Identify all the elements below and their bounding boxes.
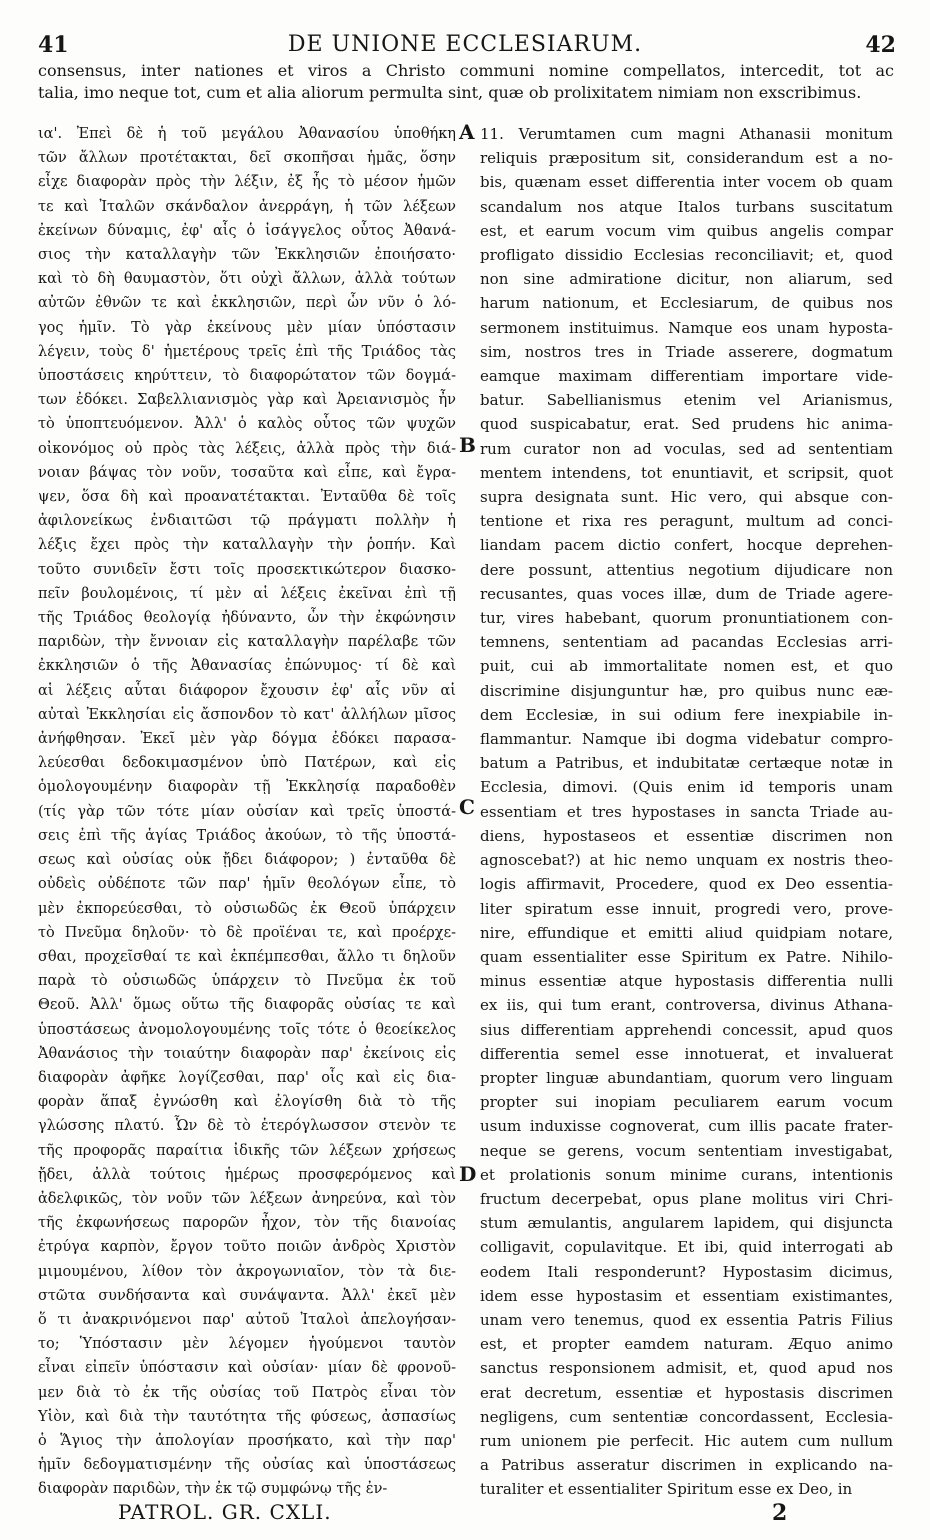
greek-text-line: ἡμῖν δεδογματισμένην τῆς οὐσίας καὶ ὑποστάσεως (38, 1457, 456, 1474)
greek-text-line: ἐτρύγα καρπὸν, ἔργον τοῦτο ποιῶν ἀνδρὸς Χριστὸν (38, 1239, 456, 1256)
latin-text-line: puit, cui ab immortalitate nomen est, et quo (480, 657, 893, 676)
greek-text-line: τε καὶ Ἰταλῶν σκάνδαλον ἀνερράγη, ἡ τῶν λέξεων (38, 198, 456, 215)
greek-text-line: Υἱὸν, καὶ διὰ τὴν ταυτότητα τῆς φύσεως, ἀσπασίως (38, 1408, 456, 1425)
greek-text-line: εἶναι εἰπεῖν ὑπόστασιν καὶ οὐσίαν· μίαν δὲ φρονοῦ- (38, 1360, 456, 1377)
latin-text-line: tur, vires habebant, quorum pronuntiationem con- (480, 609, 893, 628)
greek-text-line: αὐτῶν ἐθνῶν τε καὶ ἐκκλησιῶν, περὶ ὧν νῦν ὁ λό- (38, 295, 456, 312)
latin-text-line: harum nationum, et Ecclesiarum, de quibus nos (480, 294, 893, 313)
greek-text-line: τοῦτο συνιδεῖν ἔστι τοῖς προσεκτικώτερον διασκο- (38, 561, 456, 578)
right-page-number: 42 (865, 32, 896, 58)
latin-text-line: propter linguæ abundantiam, quorum vero linguam (480, 1068, 893, 1087)
latin-text-line: supra designata sunt. Hic vero, qui absque con- (480, 488, 893, 507)
greek-text-line: λεύεσθαι δεδοκιμασμένον ὑπὸ Πατέρων, καὶ εἰς (38, 755, 456, 772)
intro-paragraph (38, 60, 894, 103)
latin-text-line: quod suspicabatur, erat. Sed prudens hic anima- (480, 415, 893, 434)
greek-text-line: τὸ ὑποπτευόμενον. Ἀλλ' ὁ καλὸς οὗτος τῶν ψυχῶν (38, 416, 456, 433)
latin-text-line: rum curator non ad voculas, sed ad sententiam (480, 439, 893, 458)
latin-text-line: diens, hypostaseos et essentiæ discrimen non (480, 826, 893, 845)
greek-text-line: παρὰ τὸ οὐσιωδῶς ὑπάρχειν τὸ Πνεῦμα ἐκ τοῦ (38, 973, 456, 990)
latin-text-line: sius differentiam apprehendi concessit, apud quos (480, 1020, 893, 1039)
greek-text-line: καὶ τὸ δὴ θαυμαστὸν, ὅτι οὐχὶ ἄλλων, ἀλλὰ τούτων (38, 271, 456, 288)
latin-text-line: batum a Patribus, et indubitatæ certæque notæ in (480, 754, 893, 773)
greek-text-line: (τίς γὰρ τῶν τότε μίαν οὐσίαν καὶ τρεῖς ὑποστά- (38, 803, 456, 820)
latin-text-line: reliquis præpositum sit, considerandum est a no- (480, 149, 893, 168)
latin-text-line: idem esse hypostasim et essentiam existimantes, (480, 1286, 893, 1305)
latin-text-line: dem Ecclesiæ, in sui odium fere inexpiabile in- (480, 705, 893, 724)
greek-text-line: μὲν ἐκπορεύεσθαι, τὸ οὐσιωδῶς ἐκ Θεοῦ ὑπάρχειν (38, 900, 456, 917)
greek-text-line: διαφορὰν παριδὼν, τὴν ἐκ τῷ συμφώνῳ τῆς ἐν- (38, 1481, 388, 1498)
greek-text-line: τῆς ἐκφωνήσεως παρορῶν ἦχον, τὸν τῆς διανοίας (38, 1215, 456, 1232)
greek-text-line: λέξις ἔχει πρὸς τὴν καταλλαγὴν τὴν ῥοπήν. Καὶ (38, 537, 456, 554)
latin-text-line: usum induxisse cognoverat, cum illis pacate frater- (480, 1117, 893, 1136)
latin-text-line: sanctus responsionem admisit, et, quod apud nos (480, 1359, 893, 1378)
left-page-number: 41 (38, 32, 69, 58)
latin-text-line: batur. Sabellianismus etenim vel Arianismus, (480, 391, 893, 410)
latin-text-line: non sine admiratione dicitur, non aliarum, sed (480, 270, 893, 289)
latin-text-line: liandam pacem dictio confert, hocque deprehen- (480, 536, 893, 555)
greek-text-line: Ἀθανάσιος τὴν τοιαύτην διαφορὰν παρ' ἐκείνοις εἰς (38, 1045, 456, 1062)
greek-text-line: ια'. Ἐπεὶ δὲ ἡ τοῦ μεγάλου Ἀθανασίου ὑποθήκη (38, 126, 456, 142)
margin-marker-c: C (459, 795, 475, 819)
latin-text-line: profligato dissidio Ecclesias reconciliavit; et, quod (480, 246, 893, 265)
greek-text-line: ὁμολογουμένην διαφορὰν τῇ Ἐκκλησίᾳ παραδοθὲν (38, 779, 456, 796)
latin-text-line: discrimine disjunguntur hæ, pro quibus nunc eæ- (480, 681, 893, 700)
greek-text-line: στῶτα συνδήσαντα καὶ συνάψαντα. Ἀλλ' ἐκεῖ μὲν (38, 1287, 456, 1304)
greek-text-line: γος ἡμῖν. Τὸ γὰρ ἐκείνους μὲν μίαν ὑπόστασιν (38, 319, 456, 336)
latin-text-line: quam essentialiter esse Spiritum ex Patre. Nihilo- (480, 947, 893, 966)
latin-text-line: stum æmulantis, angularem lapidem, qui disjuncta (480, 1214, 893, 1233)
greek-text-line: εἶχε διαφορὰν πρὸς τὴν λέξιν, ἐξ ἧς τὸ μέσον ἡμῶν (38, 174, 456, 191)
greek-text-line: σεως καὶ οὐσίας οὐκ ᾔδει διάφορον; ) ἐνταῦθα δὲ (38, 852, 456, 869)
latin-text-line: propter sui inopiam peculiarem earum vocum (480, 1093, 893, 1112)
latin-text-line: eamque maximam differentiam importare vide- (480, 367, 893, 386)
latin-text-line: logis affirmavit, Procedere, quod ex Deo essentia- (480, 875, 893, 894)
greek-text-line: ἐκείνων δύναμις, ἐφ' αἷς ὁ ἰσάγγελος οὗτος Ἀθανά- (38, 222, 456, 239)
latin-text-line: neque se gerens, vocum sententiam investigabat, (480, 1141, 893, 1160)
greek-text-line: διαφορὰν ἀφῆκε λογίζεσθαι, παρ' οἷς καὶ εἰς δια- (38, 1069, 456, 1086)
greek-text-line: τῆς προφορᾶς παραίτια ἰδικῆς τῶν λέξεων χρήσεως (38, 1142, 456, 1159)
latin-column (480, 122, 893, 1502)
latin-text-line: liter spiratum esse innuit, progredi vero, prove- (480, 899, 893, 918)
latin-text-line: rum unionem pie perfecit. Hic autem cum nullum (480, 1431, 893, 1450)
latin-text-line: erat decretum, essentiæ et hypostasis discrimen (480, 1383, 893, 1402)
latin-text-line: dere possunt, attentius negotium dijudicare non (480, 560, 893, 579)
greek-text-line: ὁ Ἅγιος τὴν ἀπολογίαν προσήκατο, καὶ τὴν παρ' (38, 1432, 456, 1449)
latin-text-line: scandalum nos atque Italos turbans suscitatum (480, 197, 893, 216)
greek-text-line: ᾔδει, ἀλλὰ τούτοις ἡμέρως προσφερόμενος καὶ (38, 1166, 456, 1183)
greek-text-line: των ἐδόκει. Σαβελλιανισμὸς γὰρ καὶ Ἀρειανισμὸς ἦν (38, 392, 456, 409)
greek-text-line: παριδὼν, τὴν ἔννοιαν εἰς καταλλαγὴν παρέλαβε τῶν (38, 634, 456, 651)
latin-text-line: et prolationis sonum minime curans, intentionis (480, 1165, 893, 1184)
footer-sheet-number: 2 (772, 1500, 788, 1526)
greek-text-line: πεῖν βουλομένοις, τί μὲν αἱ λέξεις ἐκεῖναι ἐπὶ τῇ (38, 585, 456, 602)
latin-text-line: est, et earum vocum vim quibus angelis compar (480, 221, 893, 240)
latin-text-line: differentia semel esse innotuerat, et invaluerat (480, 1044, 893, 1063)
margin-marker-d: D (459, 1162, 477, 1186)
greek-text-line: τῶν ἄλλων προτέτακται, δεῖ σκοπῆσαι ἡμᾶς, ὅσην (38, 150, 456, 167)
greek-text-line: λέγειν, τοὺς δ' ἡμετέρους τρεῖς ἐπὶ τῆς Τριάδος τὰς (38, 343, 456, 360)
footer-signature: PATROL. GR. CXLI. (118, 1500, 332, 1524)
greek-text-line: ἀφιλονείκως ἐνδιαιτῶσι τῷ πράγματι πολλὴν ἡ (38, 513, 456, 530)
greek-text-line: οὐδεὶς οὐδέποτε τῶν παρ' ἡμῖν θεολόγων εἶπε, τὸ (38, 876, 456, 893)
greek-text-line: ὑποστάσεως ἀνομολογουμένης τοῖς τότε ὁ θεοείκελος (38, 1021, 456, 1038)
latin-text-line: mentem intendens, tot enuntiavit, et scripsit, quot (480, 463, 893, 482)
greek-text-line: σιος τὴν καταλλαγὴν τῶν Ἐκκλησιῶν ἐποιήσατο· (38, 247, 456, 264)
latin-text-line: 11. Verumtamen cum magni Athanasii monitum (480, 125, 893, 143)
greek-text-line: αὐταὶ Ἐκκλησίαι εἰς ἄσπονδον τὸ κατ' ἀλλήλων μῖσος (38, 706, 456, 723)
intro-line: talia, imo neque tot, cum et alia aliorum permulta sint, quæ ob prolixitatem nimiam non exscribimus. (38, 82, 862, 102)
greek-text-line: σθαι, προχεῖσθαί τε καὶ ἐκπέμπεσθαι, ἄλλο τι δηλοῦν (38, 948, 456, 965)
greek-text-line: ψεν, ὅσα δὴ καὶ προανατέτακται. Ἐνταῦθα δὲ τοῖς (38, 489, 456, 506)
greek-text-line: σεις ἐπὶ τῆς ἁγίας Τριάδος ἀκούων, τὸ τῆς ὑποστά- (38, 827, 456, 844)
latin-text-line: essentiam et tres hypostases in sancta Triade au- (480, 802, 893, 821)
margin-marker-b: B (459, 433, 476, 457)
latin-text-line: minus essentiæ atque hypostasis differentia nulli (480, 972, 893, 991)
greek-text-line: μιμουμένου, λίθον τὸν ἀκρογωνιαῖον, τὸν τὰ διε- (38, 1263, 456, 1280)
latin-text-line: bis, quænam esset differentia inter vocem ob quam (480, 173, 893, 192)
greek-text-line: γλώσσης πλατύ. Ὧν δὲ τὸ ἑτερόγλωσσον στενὸν τε (38, 1118, 456, 1135)
latin-text-line: negligens, cum sententiæ concordassent, Ecclesia- (480, 1407, 893, 1426)
latin-text-line: unam vero tenemus, quod ex essentia Patris Filius (480, 1310, 893, 1329)
latin-text-line: fructum decerpebat, opus plane molitus viri Chri- (480, 1189, 893, 1208)
latin-text-line: ex iis, qui tum erant, controversa, divinus Athana- (480, 996, 893, 1015)
latin-text-line: est, et propter eamdem naturam. Æquo animo (480, 1335, 893, 1354)
greek-text-line: ἀδελφικῶς, τὸν νοῦν τῶν λέξεων ἀνηρεύνα, καὶ τὸν (38, 1190, 456, 1207)
running-title: DE UNIONE ECCLESIARUM. (287, 32, 643, 57)
greek-text-line: ὅ τι ἀνακρινόμενοι παρ' αὐτοῦ Ἰταλοὶ ἀπελογήσαν- (38, 1311, 456, 1328)
latin-text-line: eodem Itali responderunt? Hypostasim dicimus, (480, 1262, 893, 1281)
latin-text-line: sermonem instituimus. Namque eos unam hyposta- (480, 318, 893, 337)
greek-text-line: τῆς Τριάδος θεολογίᾳ ἠδύναντο, ὧν τὴν ἐκφώνησιν (38, 610, 456, 627)
intro-line: consensus, inter nationes et viros a Christo communi nomine compellatos, intercedit, tot ac (38, 61, 894, 80)
latin-text-line: agnoscebat?) at hic nemo unquam ex nostris theo- (480, 851, 893, 870)
greek-text-line: Θεοῦ. Ἀλλ' ὅμως οὕτω τῆς διαφορᾶς οὐσίας τε καὶ (38, 997, 456, 1014)
latin-text-line: temnens, sententiam ad pacandas Ecclesias arri- (480, 633, 893, 652)
greek-text-line: το; Ὑπόστασιν μὲν λέγομεν ἡγούμενοι ταυτὸν (38, 1336, 456, 1353)
running-header (0, 24, 930, 58)
greek-text-line: τὸ Πνεῦμα δηλοῦν· τὸ δὲ προϊέναι τε, καὶ προέρχε- (38, 924, 456, 941)
greek-text-line: νοιαν βάψας τὸν νοῦν, τοσαῦτα καὶ εἶπε, καὶ ἔγρα- (38, 464, 456, 481)
latin-text-line: a Patribus asseratur discrimen in explicando na- (480, 1456, 893, 1475)
latin-text-line: turaliter et essentialiter Spiritum esse ex Deo, in (480, 1480, 853, 1499)
latin-text-line: Ecclesia, dimovi. (Quis enim id temporis unam (480, 778, 893, 797)
latin-text-line: recusantes, quas voces illæ, dum de Triade agere- (480, 584, 893, 603)
latin-text-line: colligavit, copulavitque. Et ibi, quid interrogati ab (480, 1238, 893, 1257)
greek-text-line: οἰκονόμος οὐ πρὸς τὰς λέξεις, ἀλλὰ πρὸς τὴν διά- (38, 440, 456, 457)
latin-text-line: nire, effundique et emitti aliud quidpiam notare, (480, 923, 893, 942)
greek-text-line: ὑποστάσεις κηρύττειν, τὸ διαφορώτατον τῶν δογμά- (38, 368, 456, 385)
greek-text-line: μεν διὰ τὸ ἐκ τῆς οὐσίας τοῦ Πατρὸς εἶναι τὸν (38, 1384, 456, 1401)
latin-text-line: sim, nostros tres in Triade asserere, dogmatum (480, 342, 893, 361)
greek-text-line: ἐκκλησιῶν ὁ τῆς Ἀθανασίας ἐπώνυμος· τί δὲ καὶ (38, 658, 456, 675)
latin-text-line: flammantur. Namque ibi dogma videbatur compro- (480, 730, 893, 749)
greek-column (38, 122, 456, 1502)
greek-text-line: ἀνήφθησαν. Ἐκεῖ μὲν γὰρ δόγμα ἐδόκει παρασα- (38, 731, 456, 748)
greek-text-line: φορὰν ἅπαξ ἐγνώσθη καὶ ἐλογίσθη διὰ τὸ τῆς (38, 1094, 456, 1111)
latin-text-line: tentione et rixa res peragunt, multum ad conci- (480, 512, 893, 531)
greek-text-line: αἱ λέξεις αὗται διάφορον ἔχουσιν ἐφ' αἷς νῦν αἱ (38, 682, 456, 699)
margin-marker-a: A (459, 120, 475, 144)
